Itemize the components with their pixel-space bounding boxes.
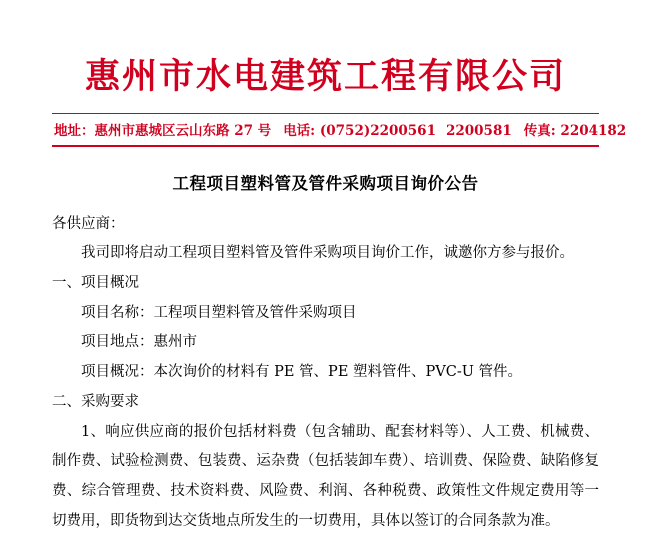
project-overview-line: 项目概况：本次询价的材料有 PE 管、PE 塑料管件、PVC-U 管件。: [52, 358, 599, 388]
company-fax: 传真: 2204182: [524, 119, 626, 139]
document-title: 工程项目塑料管及管件采购项目询价公告: [52, 170, 599, 194]
letterhead: [52, 0, 599, 147]
section-2-heading: 二、采购要求: [52, 388, 599, 418]
company-name: 惠州市水电建筑工程有限公司: [52, 58, 599, 97]
salutation: 各供应商：: [52, 210, 599, 240]
contact-line: [52, 114, 599, 145]
project-name-line: 项目名称：工程项目塑料管及管件采购项目: [52, 299, 599, 329]
company-telephone-alt: 2200581: [446, 123, 512, 139]
company-address: 地址：惠州市惠城区云山东路 27 号: [54, 119, 271, 139]
requirement-item-1: 1、响应供应商的报价包括材料费（包含辅助、配套材料等）、人工费、机械费、制作费、试验检测费、包装费、运杂费（包括装卸车费）、培训费、保险费、缺陷修复费、综合管理费、技术资料费、风险费、利润、各种税费、政策性文件规定费用等一切费用，即货物到达交货地点所发生的一切费用，具体以签订的合同条款为准。: [52, 418, 599, 536]
document-body: [52, 210, 599, 536]
intro-paragraph: 我司即将启动工程项目塑料管及管件采购项目询价工作，诚邀你方参与报价。: [52, 239, 599, 269]
section-1-heading: 一、项目概况: [52, 269, 599, 299]
company-telephone: 电话: (0752)2200561: [283, 119, 436, 139]
letterhead-divider-bottom: [52, 145, 599, 147]
project-location-line: 项目地点：惠州市: [52, 328, 599, 358]
